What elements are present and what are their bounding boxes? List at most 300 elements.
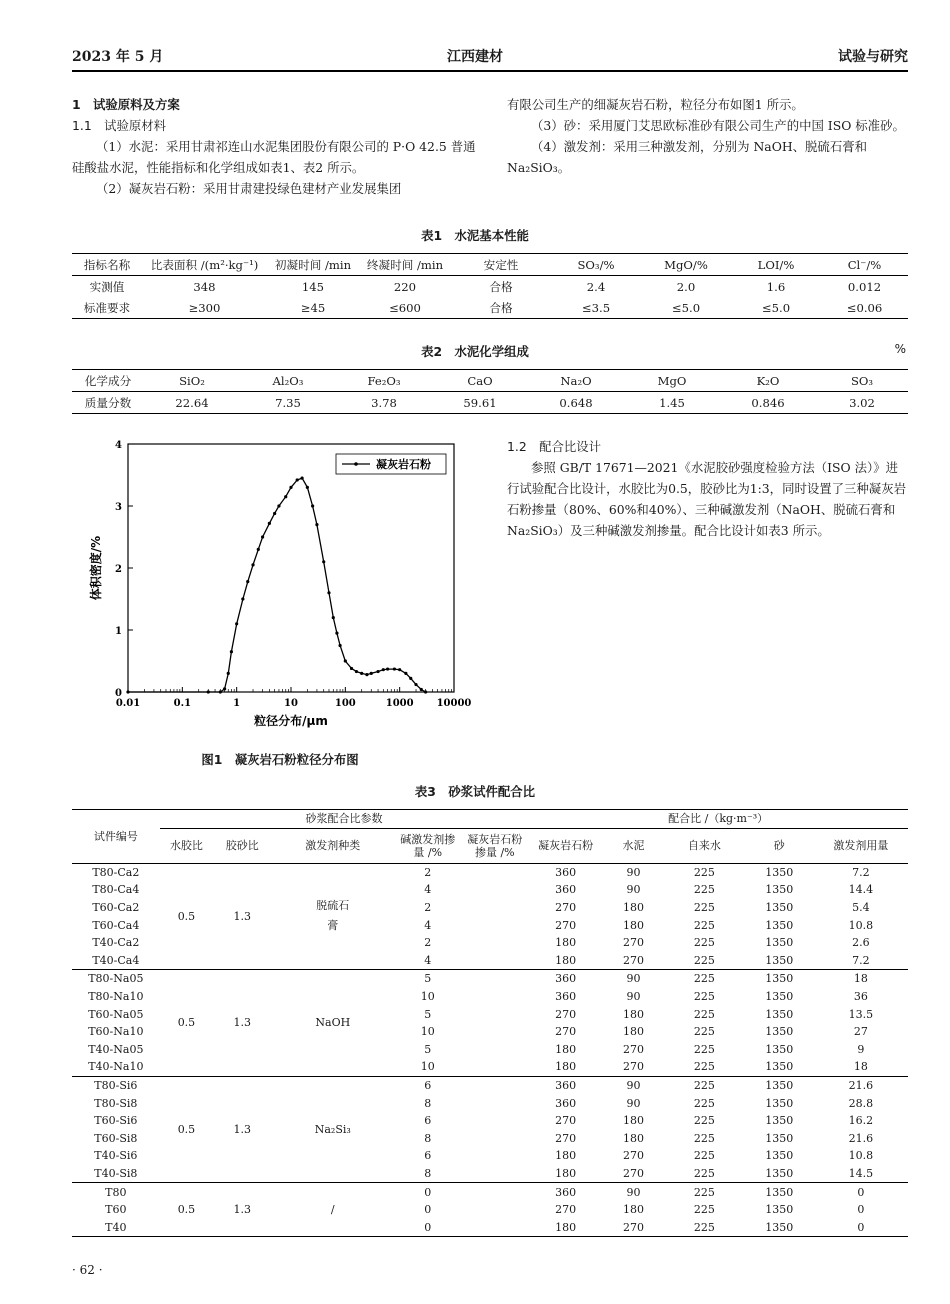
table3-cell: 180 [528,952,603,970]
table3-row [72,1076,908,1094]
table3-cell: 270 [603,952,664,970]
paragraph-sand: （3）砂：采用厦门艾思欧标准砂有限公司生产的中国 ISO 标准砂。 [531,118,905,133]
table3-header-row-2 [72,828,908,863]
table3-cell: 270 [623,1149,644,1163]
table3-cell: 360 [555,990,577,1004]
table3-cell: 27 [853,1025,868,1039]
table3-cell [461,916,528,934]
table3-cell [461,1130,528,1148]
data-point [315,523,318,526]
data-point [277,504,280,507]
table3-cell: 360 [555,865,577,879]
table3-cell-activator: Na₂Si₃ [271,1076,394,1183]
table3-cell: 90 [626,972,641,986]
table3-cell: 14.5 [814,1165,908,1183]
table3-caption: 表3 砂浆试件配合比 [414,784,536,799]
table3-cell: 1350 [765,936,794,950]
data-point [424,690,427,693]
table1-caption: 表1 水泥基本性能 [421,228,529,243]
table2-header-cell: Na₂O [528,370,624,392]
table2-header-cell: 化学成分 [72,370,144,392]
table2-cell: 3.78 [371,395,397,410]
paragraph-activator: （4）激发剂：采用三种激发剂，分别为 NaOH、脱硫石膏和 Na₂SiO₃。 [507,139,867,175]
table3-cell: 14.4 [848,883,874,897]
data-point [338,644,341,647]
table2-cell: 59.61 [463,395,497,410]
table3-cell: 4 [424,883,432,897]
table3-cell-id: T40-Na10 [72,1058,160,1076]
header-journal: 江西建材 [447,49,503,65]
table3-cell: 180 [555,1220,577,1234]
table3-row [72,863,908,881]
data-point [420,688,423,691]
table3-cell: 225 [693,1203,715,1217]
table1-cell: ≤3.5 [581,300,611,315]
data-point [414,683,417,686]
table3-cell: 180 [555,1042,577,1056]
data-point [227,672,230,675]
table3-cell: 28.8 [848,1096,874,1110]
table3-cell: 21.6 [848,1079,874,1093]
table3-cell: 5 [424,1042,432,1056]
table3-cell: 1350 [765,1185,794,1199]
table3-cell: 1350 [765,1114,794,1128]
table3-cell: 270 [555,1025,577,1039]
right-column [507,94,908,178]
table3-cell: 1350 [765,918,794,932]
table3-row [72,1183,908,1201]
table3-cell-id: T80-Ca2 [92,865,140,879]
data-point [257,548,260,551]
data-point [327,591,330,594]
table1-cell: ≤5.0 [761,300,791,315]
table2-cell: 0.846 [751,395,785,410]
data-point [230,650,233,653]
table3-cell: 1350 [765,1149,794,1163]
data-point [398,668,401,671]
x-tick-label: 100 [334,698,356,709]
table3-cell: 1350 [765,865,794,879]
table3-header-cell: 凝灰岩石粉掺量 /% [461,828,528,863]
table3-cell-wb: 0.5 [177,1203,196,1217]
table3-header-id: 试件编号 [72,810,160,864]
data-point [350,667,353,670]
table1-header-cell: SO₃/% [551,254,641,276]
table3-cell: 2.6 [852,936,870,950]
data-point [273,512,276,515]
table3-cell: 360 [555,972,577,986]
table3-cell [461,1041,528,1059]
table3-cell: 1350 [765,901,794,915]
data-point [219,690,222,693]
table3-cell: 6 [424,1079,432,1093]
table1-cell: ≥300 [188,300,221,315]
data-point [386,667,389,670]
data-point [355,670,358,673]
table2-header-cell: SiO₂ [144,370,240,392]
table3-cell: 7.2 [852,865,870,879]
table3-cell: 225 [693,901,715,915]
data-point [241,597,244,600]
table3-cell-id: T80-Ca4 [92,883,140,897]
table3-cell: 180 [623,1025,644,1039]
table3-cell [461,934,528,952]
table2-cell: 1.45 [659,395,685,410]
y-tick-label: 0 [115,688,122,699]
table3-cell: 225 [693,865,715,879]
table3-cell: 7.2 [814,952,908,970]
table3-cell: 10 [420,990,435,1004]
table2-cell: 质量分数 [84,395,132,410]
table1-cell: 2.4 [586,279,606,294]
table2-header-cell: Fe₂O₃ [336,370,432,392]
particle-size-chart [82,436,472,728]
table3-cell: 10 [420,1025,435,1039]
table2-header-row [72,370,908,392]
table1-cell: ≤5.0 [671,300,701,315]
table3-cell: 5 [424,972,432,986]
table3-cell [461,863,528,881]
table1-header-cell: 指标名称 [72,254,142,276]
table3-header-cell: 水泥 [603,828,664,863]
table3-cell-id: T40-Si6 [94,1149,138,1163]
table1-header-cell: LOI/% [731,254,821,276]
table1-cell: ≥45 [300,300,326,315]
table3-cell-id: T40-Si8 [72,1165,160,1183]
table3-cell: 8 [424,1096,432,1110]
table2 [72,369,908,414]
table3-header-cell: 激发剂种类 [271,828,394,863]
table3-cell [461,952,528,970]
table3-cell [461,1005,528,1023]
table3-cell [461,988,528,1006]
table3-cell-activator: NaOH [271,970,394,1077]
table3-cell [461,1201,528,1219]
table3-cell: 1350 [765,1096,794,1110]
data-point [404,672,407,675]
table3-cell [461,970,528,988]
table2-header-cell: SO₃ [816,370,908,392]
data-point [344,659,347,662]
table1-cell: 220 [393,279,417,294]
table3-cell: 225 [693,1114,715,1128]
table3-cell: 225 [693,918,715,932]
table3-cell: 4 [394,952,461,970]
table3-cell-id: T60-Si6 [94,1114,138,1128]
table2-header-cell: K₂O [720,370,816,392]
table1-row [72,297,908,319]
table3-cell: 18 [814,1058,908,1076]
table3-cell [461,1165,528,1183]
table2-row [72,392,908,414]
table3-cell: 10 [394,1058,461,1076]
table3-cell-bs: 1.3 [213,863,271,970]
table3-header-group1: 砂浆配合比参数 [160,810,529,829]
table3-cell: 180 [623,1007,644,1021]
table3-cell-id: T60-Ca4 [92,918,140,932]
table3-cell: 18 [853,972,868,986]
table3-cell: 0 [857,1220,865,1234]
table3-cell: 360 [555,883,577,897]
table1-cell: 0.012 [847,279,882,294]
legend-label: 凝灰岩石粉 [376,458,431,471]
table3-cell: 1350 [765,1079,794,1093]
table3-cell: 225 [693,1042,715,1056]
table3-cell: 225 [693,1185,715,1199]
table3-cell: 270 [623,1042,644,1056]
table3-cell: 180 [555,936,577,950]
table3-cell-activator: / [330,1203,335,1217]
table2-header-cell: Al₂O₃ [240,370,336,392]
table3-header-cell: 胶砂比 [213,828,271,863]
table3-cell-id: T40-Na05 [88,1042,144,1056]
header-date: 2023 年 5 月 [72,49,164,65]
data-point [246,580,249,583]
table3-cell: 225 [693,1149,715,1163]
table1-cell: 2.0 [676,279,696,294]
table3-cell: 1350 [765,990,794,1004]
section-heading-1-1: 1.1 试验原材料 [72,118,167,133]
table3-cell: 10.8 [848,918,874,932]
data-point [261,535,264,538]
data-point [335,632,338,635]
table3-cell: 1350 [765,1025,794,1039]
table3-cell [461,1183,528,1201]
table1-cell: 合格 [489,300,513,315]
table3-cell: 90 [626,990,641,1004]
table3-cell: 4 [424,918,432,932]
table3-cell: 270 [555,1007,577,1021]
table3-cell-id: T40-Ca4 [72,952,160,970]
table3-cell: 90 [626,1185,641,1199]
table3-cell: 225 [693,1131,715,1145]
table3-cell: 21.6 [848,1131,874,1145]
table3-cell-id: T60-Ca2 [92,901,140,915]
table3-cell [461,899,528,917]
table3-cell: 225 [664,1058,745,1076]
section-heading-1: 1 试验原料及方案 [72,97,180,112]
data-point [296,478,299,481]
table3-cell: 90 [626,865,641,879]
table3 [72,809,908,1237]
y-tick-label: 4 [115,440,122,451]
table3-cell: 9 [857,1042,865,1056]
x-tick-label: 1000 [385,698,414,709]
table3-cell-wb: 0.5 [160,1076,214,1183]
table3-cell: 8 [394,1165,461,1183]
table3-cell: 270 [555,1131,577,1145]
table2-cell: 22.64 [175,395,209,410]
table3-cell: 0 [424,1203,432,1217]
table3-cell-id: T80 [105,1185,127,1199]
table3-cell: 16.2 [848,1114,874,1128]
data-point [126,690,129,693]
table3-cell: 270 [623,1220,644,1234]
table3-cell: 90 [626,883,641,897]
table1-cell: 标准要求 [83,300,131,315]
x-tick-label: 0.01 [115,698,141,709]
table3-cell: 180 [623,918,644,932]
table3-cell-wb: 0.5 [160,863,214,970]
table1-cell: 348 [193,279,216,294]
x-tick-label: 0.1 [173,698,192,709]
legend-marker [354,462,358,466]
table3-cell: 225 [693,883,715,897]
data-point [382,668,385,671]
table1-header-cell: 安定性 [451,254,551,276]
table3-cell: 270 [555,1203,577,1217]
table3-cell: 0 [857,1203,865,1217]
paragraph-tuff: （2）凝灰岩石粉：采用甘肃建投绿色建材产业发展集团 [96,181,402,196]
table1-cell: ≤600 [389,300,421,315]
table3-cell-bs: 1.3 [233,1203,252,1217]
table3-cell: 270 [623,936,644,950]
table3-cell: 1350 [765,1203,794,1217]
table3-cell-id: T60-Na05 [88,1007,144,1021]
data-point [268,522,271,525]
table3-cell: 6 [424,1149,432,1163]
table3-cell: 270 [603,1058,664,1076]
table1-header-cell: 比表面积 /(m²·kg⁻¹) [142,254,267,276]
data-point [393,667,396,670]
y-tick-label: 3 [115,502,122,513]
table3-cell-activator: 脱硫石膏 [271,863,394,970]
y-tick-label: 2 [115,564,122,575]
table3-cell: 180 [623,1203,644,1217]
y-tick-label: 1 [115,626,122,637]
table2-unit: % [894,342,906,356]
header-rule [72,70,908,72]
paragraph-cement: （1）水泥：采用甘肃祁连山水泥集团股份有限公司的 P·O 42.5 普通硅酸盐水泥，性能指标和化学组成如表1、表2 所示。 [72,139,476,175]
x-tick-label: 10 [284,698,298,709]
figure1-caption: 图1 凝灰岩石粉粒径分布图 [201,752,359,767]
section-heading-1-2: 1.2 配合比设计 [507,439,602,454]
table3-cell: 6 [424,1114,432,1128]
table2-header-cell: CaO [432,370,528,392]
table3-cell: 180 [528,1165,603,1183]
table3-cell-id: T60-Na10 [88,1025,144,1039]
table3-header-cell: 碱激发剂掺量 /% [394,828,461,863]
data-point [306,486,309,489]
section-1-2 [507,436,908,541]
table3-cell [461,881,528,899]
table3-cell: 225 [664,1165,745,1183]
table1-cell: ≤0.06 [846,300,883,315]
table3-cell-bs: 1.3 [213,1076,271,1183]
table1-cell: 合格 [489,279,513,294]
table3-cell: 0 [857,1185,865,1199]
table3-cell: 270 [555,918,577,932]
table3-cell-wb: 0.5 [160,970,214,1077]
data-point [376,670,379,673]
table3-cell: 180 [528,1058,603,1076]
paragraph-mix-design: 参照 GB/T 17671—2021《水泥胶砂强度检验方法（ISO 法）》进行试验配合比设计，水胶比为0.5，胶砂比为1:3，同时设置了三种凝灰岩石粉掺量（80%、60%和40%）、三种碱激发剂（NaOH、脱硫石膏和 Na₂SiO₃）及三种碱激发剂掺量。配合比设计如表3 所示。 [507,460,906,538]
table1-header-cell: 终凝时间 /min [359,254,451,276]
table3-cell: 225 [693,1025,715,1039]
table1-cell: 1.6 [766,279,786,294]
table3-cell: 180 [555,1149,577,1163]
table3-cell: 1350 [765,883,794,897]
data-point [300,477,303,480]
table1-header-cell: Cl⁻/% [821,254,908,276]
table1 [72,253,908,319]
table2-caption: 表2 水泥化学组成 [421,344,529,359]
table3-cell: 1350 [745,1165,814,1183]
plot-frame [128,444,454,692]
table2-cell: 7.35 [275,395,301,410]
table3-cell: 1350 [745,952,814,970]
data-point [235,622,238,625]
data-point [360,672,363,675]
table3-cell: 225 [693,1007,715,1021]
data-point [284,495,287,498]
x-axis-label: 粒径分布/μm [254,714,328,728]
table3-cell [461,1147,528,1165]
table3-cell: 225 [664,952,745,970]
table3-cell-id: T40-Ca2 [92,936,140,950]
table3-cell: 180 [623,1131,644,1145]
y-axis-label: 体积密度/% [89,535,103,601]
table2-header-cell: MgO [624,370,720,392]
data-point [251,563,254,566]
table1-header-cell: 初凝时间 /min [267,254,359,276]
table3-row [72,970,908,988]
table3-header-cell: 激发剂用量 [814,828,908,863]
table3-cell: 270 [555,901,577,915]
table3-cell [461,1023,528,1041]
table3-cell: 90 [626,1096,641,1110]
table2-cell: 3.02 [849,395,875,410]
table3-header-cell: 自来水 [664,828,745,863]
table3-cell: 360 [555,1185,577,1199]
data-point [207,690,210,693]
table3-cell: 180 [623,901,644,915]
data-point [322,560,325,563]
table3-cell: 360 [555,1079,577,1093]
table3-cell: 5 [424,1007,432,1021]
table3-cell: 2 [424,901,432,915]
x-tick-label: 10000 [436,698,472,709]
table3-cell: 2 [424,865,432,879]
table3-cell: 36 [853,990,868,1004]
table3-header-group2: 配合比 /（kg·m⁻³） [528,810,908,829]
table3-cell-id: T80-Si6 [94,1079,138,1093]
table3-cell: 180 [623,1114,644,1128]
table3-cell: 225 [693,1220,715,1234]
table3-cell: 1350 [765,1131,794,1145]
data-point [311,504,314,507]
table1-cell: 145 [301,279,325,294]
table1-row [72,276,908,298]
table3-cell: 360 [555,1096,577,1110]
table3-cell-id: T80-Na10 [88,990,144,1004]
table3-cell: 13.5 [848,1007,874,1021]
data-point [409,677,412,680]
table3-cell: 0 [424,1220,432,1234]
table3-cell-id: T60 [105,1203,127,1217]
series-line [128,478,426,692]
header-section: 试验与研究 [838,49,908,65]
x-tick-label: 1 [233,698,241,709]
table3-cell-id: T60-Si8 [94,1131,138,1145]
table3-cell: 225 [693,972,715,986]
table3-header-row-1 [72,810,908,829]
table1-cell: 实测值 [89,279,125,294]
data-point [370,672,373,675]
table3-cell: 0 [424,1185,432,1199]
page-number: · 62 · [72,1263,103,1277]
table3-cell: 225 [693,936,715,950]
